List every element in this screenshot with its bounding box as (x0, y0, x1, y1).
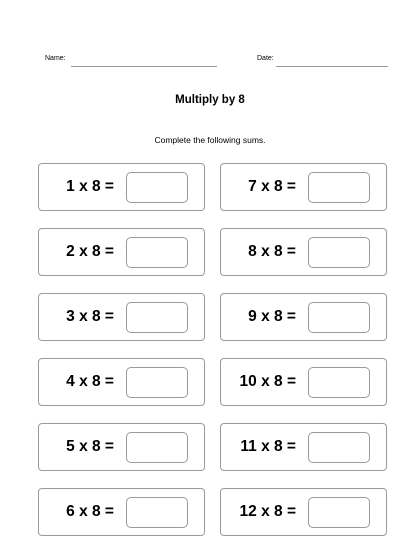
answer-box[interactable] (308, 367, 370, 398)
answer-box[interactable] (308, 497, 370, 528)
answer-box[interactable] (308, 237, 370, 268)
problem-card (38, 228, 205, 276)
answer-box[interactable] (126, 497, 188, 528)
problem-card (38, 358, 205, 406)
problem-card (220, 163, 387, 211)
problem-card (220, 228, 387, 276)
date-field[interactable] (276, 66, 388, 67)
answer-box[interactable] (308, 432, 370, 463)
problem-text: 3 x 8 = (66, 308, 114, 325)
problem-text: 12 x 8 = (239, 503, 296, 520)
answer-box[interactable] (308, 302, 370, 333)
problem-text: 9 x 8 = (248, 308, 296, 325)
problem-text: 10 x 8 = (239, 373, 296, 390)
problem-text: 1 x 8 = (66, 178, 114, 195)
date-label: Date: (257, 55, 274, 62)
answer-box[interactable] (126, 367, 188, 398)
answer-box[interactable] (308, 172, 370, 203)
problem-card (220, 358, 387, 406)
problem-card (220, 423, 387, 471)
problem-text: 2 x 8 = (66, 243, 114, 260)
problem-text: 6 x 8 = (66, 503, 114, 520)
problem-card (220, 488, 387, 536)
name-label: Name: (45, 55, 66, 62)
problem-card (38, 293, 205, 341)
answer-box[interactable] (126, 237, 188, 268)
problem-text: 8 x 8 = (248, 243, 296, 260)
problem-text: 5 x 8 = (66, 438, 114, 455)
problem-card (38, 488, 205, 536)
problem-text: 11 x 8 = (240, 438, 296, 455)
problem-card (38, 163, 205, 211)
problem-text: 4 x 8 = (66, 373, 114, 390)
answer-box[interactable] (126, 302, 188, 333)
answer-box[interactable] (126, 172, 188, 203)
instructions: Complete the following sums. (154, 135, 266, 145)
answer-box[interactable] (126, 432, 188, 463)
problem-card (38, 423, 205, 471)
problem-text: 7 x 8 = (248, 178, 296, 195)
name-field[interactable] (71, 66, 217, 67)
problem-grid (38, 163, 387, 536)
page-title: Multiply by 8 (175, 94, 245, 106)
problem-card (220, 293, 387, 341)
